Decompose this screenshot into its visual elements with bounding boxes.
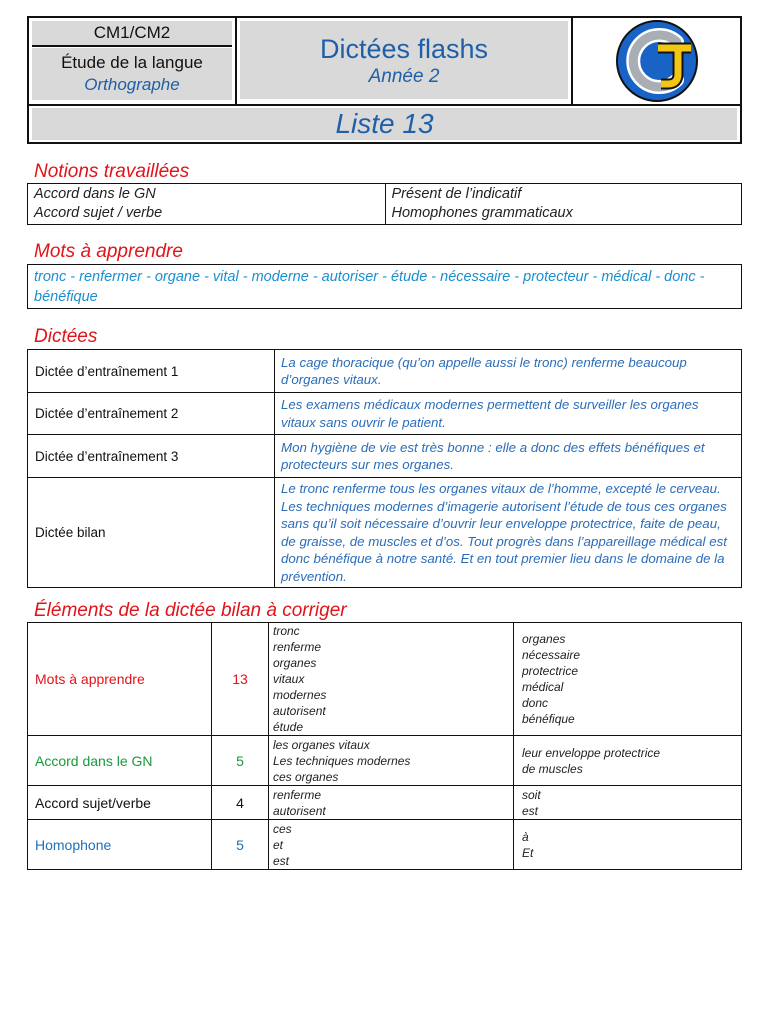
category-label: Accord dans le GN [28,736,212,786]
item: autorisent [273,803,326,818]
notions-right [385,184,742,224]
category-label: Homophone [28,820,212,870]
page-title: Dictées flashs [319,34,489,64]
item: renferme [273,787,322,802]
table-row [28,435,742,478]
header [27,16,742,144]
dictee-label: Dictée d’entraînement 2 [28,393,275,435]
gj-logo-icon [573,18,740,104]
item: de muscles [522,761,583,776]
list-number: Liste 13 [32,108,737,140]
table-row [28,786,742,820]
item: à [522,829,529,844]
table-row [28,820,742,870]
item: nécessaire [522,648,581,662]
notions-left [28,184,385,224]
notion-item: Accord sujet / verbe [34,205,163,221]
dictees-table [27,349,742,588]
notions-title: Notions travaillées [34,161,190,182]
table-row [28,350,742,393]
category-count: 4 [212,786,269,820]
item: médical [522,680,564,694]
dictee-label: Dictée bilan [28,478,275,588]
correction-title: Éléments de la dictée bilan à corriger [34,600,347,621]
dictees-title: Dictées [34,326,98,347]
item: tronc [273,624,300,638]
mots-title: Mots à apprendre [34,241,183,262]
subject-box [32,48,232,100]
items-col1 [269,736,514,786]
item: autorisent [273,704,326,718]
category-label: Accord sujet/verbe [28,786,212,820]
document-page [27,16,742,868]
table-row [28,623,742,736]
correction-table [27,622,742,870]
subject-topic: Orthographe [84,75,180,94]
items-col1 [269,623,514,736]
item: et [273,837,284,852]
dictee-label: Dictée d’entraînement 1 [28,350,275,393]
notion-item: Accord dans le GN [34,186,156,202]
category-count: 5 [212,820,269,870]
items-col1 [269,786,514,820]
category-count: 5 [212,736,269,786]
list-bar [29,104,740,142]
item: ces organes [273,769,339,784]
dictee-text: Le tronc renferme tous les organes vitaux de l’homme, excepté le cerveau. Les techniques modernes d’imagerie autorisent l’étude de tous ces organes sans qu’il soit nécessaire d’ouvrir leur enveloppe protectrice, faite de peau, de graisse, de muscles et d’os. Tout progrès dans l’appareillage médical est donc bénéfique à notre santé. Et en tout premier lieu dans le domaine de la prévention. [275,478,742,588]
item: organes [273,656,317,670]
notions-box [27,183,742,225]
item: soit [522,787,541,802]
item: ces [273,821,292,836]
items-col2 [514,736,742,786]
items-col2 [514,623,742,736]
item: leur enveloppe protectrice [522,745,661,760]
item: bénéfique [522,712,575,726]
dictee-text: Les examens médicaux modernes permettent de surveiller les organes vitaux sans ouvrir le patient. [275,393,742,435]
items-col1 [269,820,514,870]
mots-list: tronc - renfermer - organe - vital - moderne - autoriser - étude - nécessaire - protecteur - médical - donc - bénéfique [27,264,742,309]
item: est [273,853,290,868]
item: est [522,803,539,818]
notion-item: Présent de l’indicatif [391,186,522,202]
item: étude [273,720,304,734]
item: donc [522,696,549,710]
subject-domain: Étude de la langue [61,53,203,72]
header-left [29,18,237,104]
item: protectrice [522,664,579,678]
dictee-text: La cage thoracique (qu’on appelle aussi le tronc) renferme beaucoup d’organes vitaux. [275,350,742,393]
dictee-label: Dictée d’entraînement 3 [28,435,275,478]
year-label: Année 2 [368,66,440,87]
item: modernes [273,688,327,702]
item: organes [522,632,566,646]
logo [573,18,740,104]
table-row [28,478,742,588]
title-box [240,21,568,99]
dictee-text: Mon hygiène de vie est très bonne : elle a donc des effets bénéfiques et protecteurs sur mes organes. [275,435,742,478]
notion-item: Homophones grammaticaux [391,205,573,221]
item: vitaux [273,672,305,686]
header-middle [237,18,573,104]
item: Et [522,845,534,860]
table-row [28,393,742,435]
items-col2 [514,820,742,870]
category-label: Mots à apprendre [28,623,212,736]
category-count: 13 [212,623,269,736]
item: renferme [273,640,322,654]
items-col2 [514,786,742,820]
item: Les techniques modernes [273,753,411,768]
level-label: CM1/CM2 [32,21,232,47]
table-row [28,736,742,786]
item: les organes vitaux [273,737,370,752]
